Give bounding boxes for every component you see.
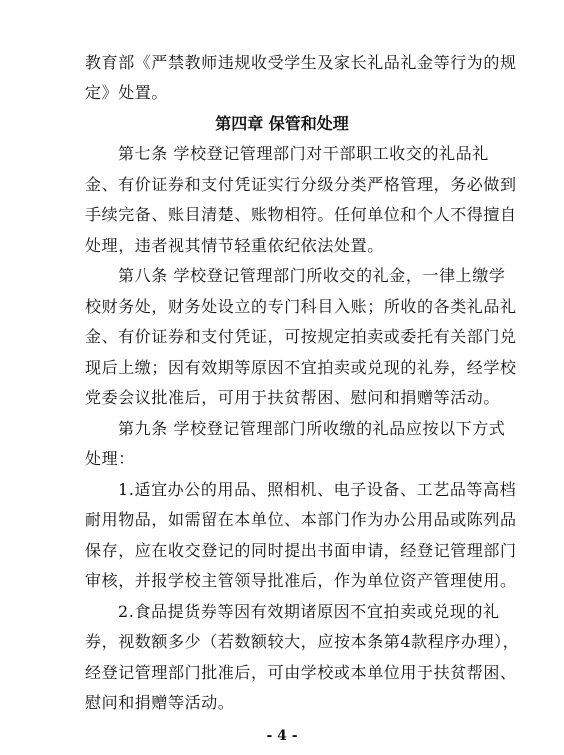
text-line-2: 定》处置。 [85, 83, 169, 102]
item-1-line-2: 耐用物品，如需留在本单位、本部门作为办公用品或陈列品 [85, 510, 517, 529]
item-2-line-1: 2.食品提货券等因有效期诸原因不宜拍卖或兑现的礼 [118, 602, 500, 621]
article-7-line-3: 手续完备、账目清楚、账物相符。任何单位和个人不得擅自 [85, 205, 517, 224]
page-number: - 4 - [266, 728, 298, 744]
item-2-line-3: 经登记管理部门批准后，可由学校或本单位用于扶贫帮困、 [85, 663, 517, 682]
article-8-line-3: 金、有价证券和支付凭证，可按规定拍卖或委托有关部门兑 [85, 327, 517, 346]
item-1-line-4: 审核，并报学校主管领导批准后，作为单位资产管理使用。 [85, 571, 517, 590]
article-8-line-5: 党委会议批准后，可用于扶贫帮困、慰问和捐赠等活动。 [85, 388, 501, 407]
chapter-heading: 第四章 保管和处理 [215, 114, 349, 133]
article-9-line-1: 第九条 学校登记管理部门所收缴的礼品应按以下方式 [118, 419, 506, 438]
item-1-line-3: 保存，应在收交登记的同时提出书面申请，经登记管理部门 [85, 541, 517, 560]
text-line-1: 教育部《严禁教师违规收受学生及家长礼品礼金等行为的规 [85, 53, 517, 72]
article-9-line-2: 处理： [85, 449, 135, 468]
item-1-line-1: 1.适宜办公的用品、照相机、电子设备、工艺品等高档 [118, 480, 517, 499]
article-8-line-2: 校财务处，财务处设立的专门科目入账；所收的各类礼品礼 [85, 297, 517, 316]
item-2-line-2: 券，视数额多少（若数额较大，应按本条第4款程序办理）， [85, 632, 520, 651]
article-8-line-1: 第八条 学校登记管理部门所收交的礼金，一律上缴学 [118, 266, 506, 285]
article-7-line-1: 第七条 学校登记管理部门对干部职工收交的礼品礼 [118, 144, 489, 163]
article-7-line-2: 金、有价证券和支付凭证实行分级分类严格管理，务必做到 [85, 175, 517, 194]
article-7-line-4: 处理，违者视其情节轻重依纪依法处置。 [85, 236, 384, 255]
article-8-line-4: 现后上缴；因有效期等原因不宜拍卖或兑现的礼券，经学校 [85, 358, 517, 377]
item-2-line-4: 慰问和捐赠等活动。 [85, 693, 235, 712]
